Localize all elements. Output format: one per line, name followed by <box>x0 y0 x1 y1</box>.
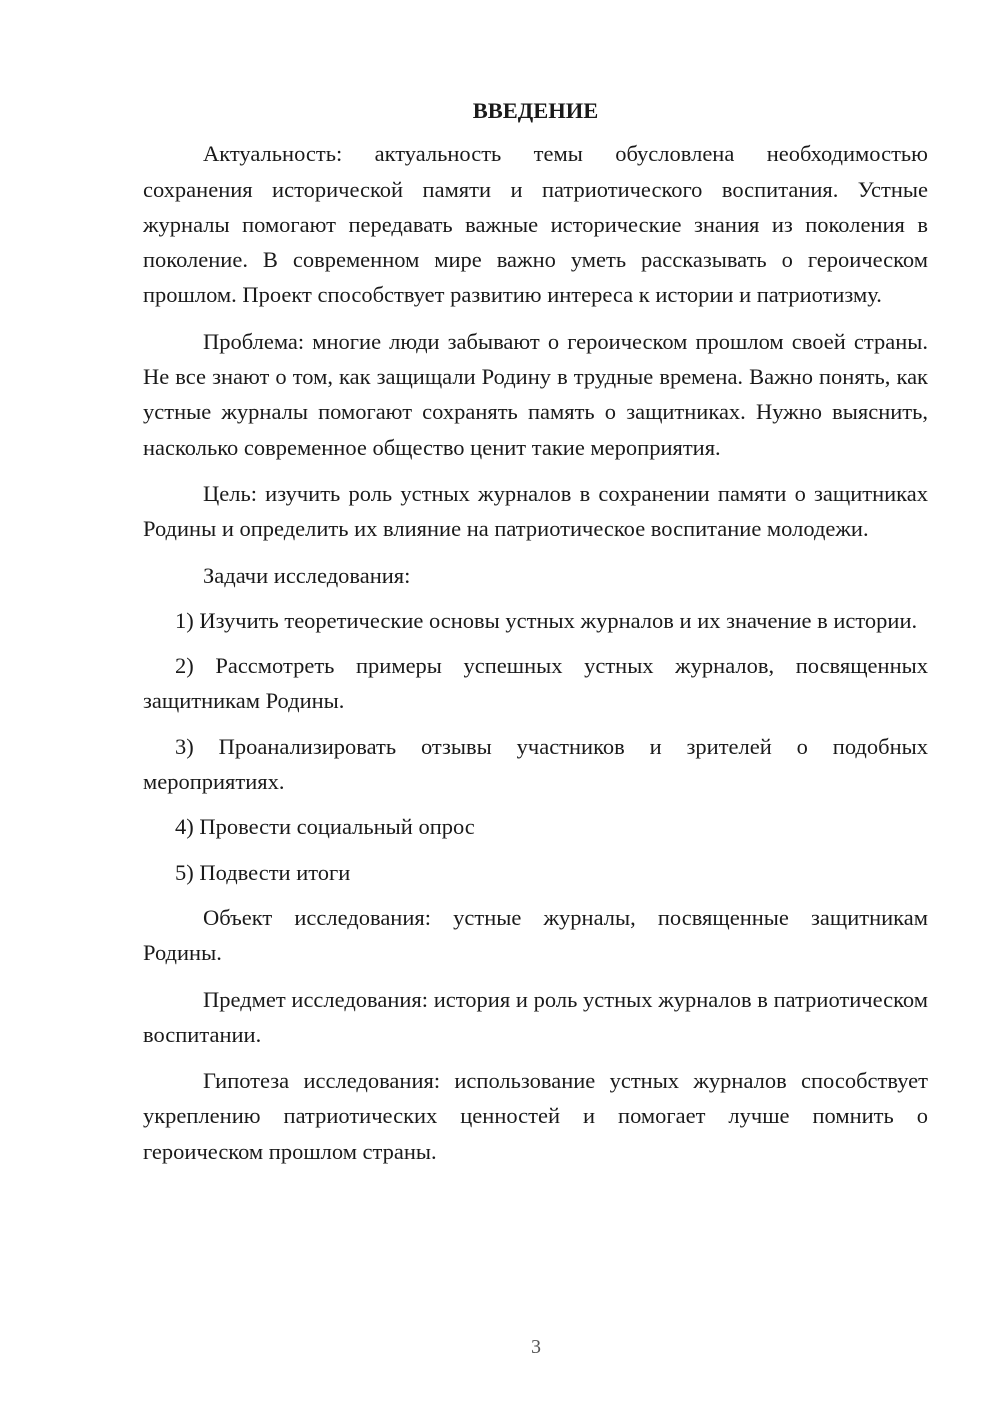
task-item-1: 1) Изучить теоретические основы устных журналов и их значение в истории. <box>175 607 918 633</box>
paragraph-object: Объект исследования: устные журналы, посвященные защитникам Родины. <box>143 904 928 966</box>
task-item-3: 3) Проанализировать отзывы участников и зрителей о подобных мероприятиях. <box>143 733 928 795</box>
page-number: 3 <box>531 1336 541 1358</box>
paragraph-problem: Проблема: многие люди забывают о героическом прошлом своей страны. Не все знают о том, как защищали Родину в трудные времена. Важно понять, как устные журналы помогают сохранять память о защитниках. Нужно выяснить, насколько современное общество ценит такие мероприятия. <box>143 328 928 460</box>
paragraph-goal: Цель: изучить роль устных журналов в сохранении памяти о защитниках Родины и определить их влияние на патриотическое воспитание молодежи. <box>143 480 928 542</box>
paragraph-hypothesis: Гипотеза исследования: использование устных журналов способствует укреплению патриотических ценностей и помогает лучше помнить о героическом прошлом страны. <box>143 1068 928 1164</box>
tasks-heading: Задачи исследования: <box>203 562 411 588</box>
task-item-4: 4) Провести социальный опрос <box>175 814 475 840</box>
paragraph-subject: Предмет исследования: история и роль устных журналов в патриотическом воспитании. <box>143 986 928 1047</box>
page-title: ВВЕДЕНИЕ <box>472 98 599 123</box>
task-item-5: 5) Подвести итоги <box>175 859 351 885</box>
paragraph-relevance: Актуальность: актуальность темы обусловлена необходимостью сохранения исторической памяти и патриотического воспитания. Устные журналы помогают передавать важные исторические знания из поколения в поколение. В современном мире важно уметь рассказывать о героическом прошлом. Проект способствует развитию интереса к истории и патриотизму. <box>143 141 928 308</box>
task-item-2: 2) Рассмотреть примеры успешных устных журналов, посвященных защитникам Родины. <box>143 653 928 714</box>
page-content <box>143 93 928 1169</box>
